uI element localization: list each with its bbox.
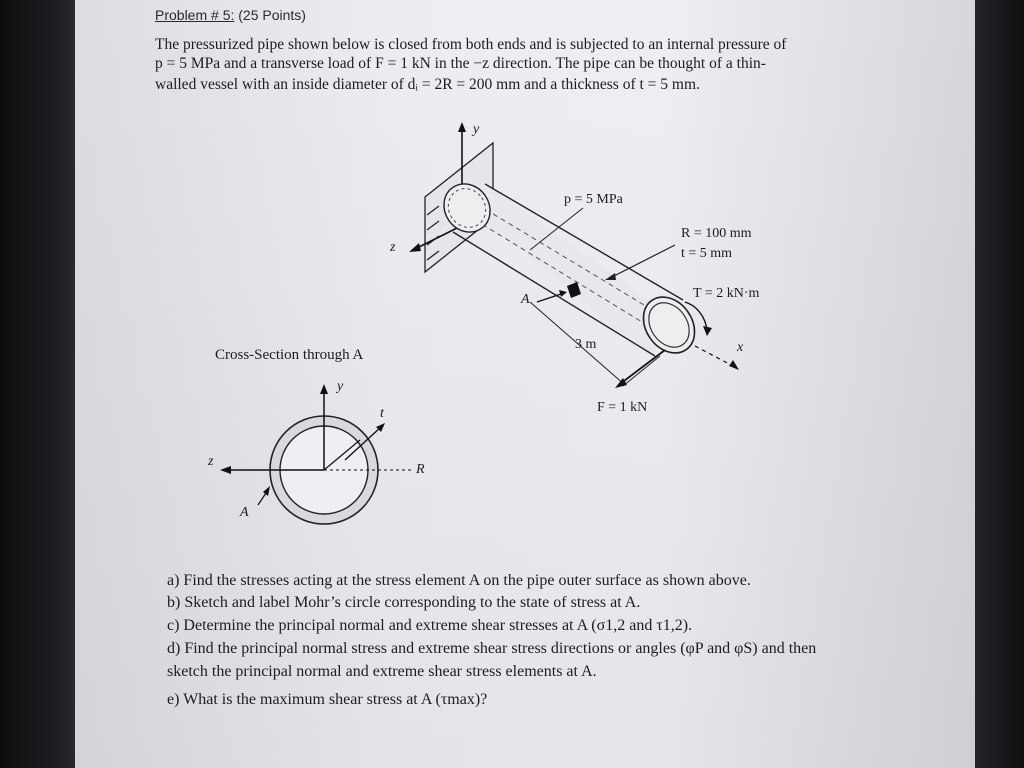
statement-line-3: walled vessel with an inside diameter of dᵢ = 2R = 200 mm and a thickness of t = 5 mm. xyxy=(155,76,700,93)
problem-label: Problem # 5: xyxy=(155,7,235,23)
cs-label-t: t xyxy=(380,406,384,421)
question-b: b) Sketch and label Mohr’s circle corresponding to the state of stress at A. xyxy=(167,594,641,611)
label-radius: R = 100 mm xyxy=(681,226,752,241)
label-torque: T = 2 kN·m xyxy=(693,286,760,301)
torque-arrow-icon xyxy=(703,326,712,336)
a-pointer-arrow-icon xyxy=(559,290,567,297)
monitor-bezel-right xyxy=(974,0,1024,768)
radius-leader xyxy=(610,245,675,278)
label-point-a: A xyxy=(521,292,530,307)
x-axis-line xyxy=(695,346,733,366)
question-d-line-1: d) Find the principal normal stress and extreme shear stress directions or angles (φP and φS) and then xyxy=(167,640,817,657)
question-c: c) Determine the principal normal and extreme shear stresses at A (σ1,2 and τ1,2). xyxy=(167,617,693,634)
label-length: 3 m xyxy=(575,337,597,352)
label-pressure: p = 5 MPa xyxy=(564,192,623,207)
cross-section-title: Cross-Section through A xyxy=(215,347,364,363)
cross-section-diagram xyxy=(220,384,413,524)
z-axis-arrow-icon xyxy=(409,243,421,252)
label-thickness: t = 5 mm xyxy=(681,246,733,261)
document-page xyxy=(75,0,975,768)
monitor-bezel-left xyxy=(0,0,75,768)
cs-label-r: R xyxy=(416,462,425,477)
length-dim-tick xyxy=(623,356,660,386)
label-axis-y: y xyxy=(473,122,480,137)
y-axis-arrow-icon xyxy=(458,122,466,132)
cs-label-a: A xyxy=(240,505,249,520)
label-force: F = 1 kN xyxy=(597,400,648,415)
problem-points: (25 Points) xyxy=(238,7,306,23)
cs-label-y: y xyxy=(337,379,344,394)
question-a: a) Find the stresses acting at the stress element A on the pipe outer surface as shown above. xyxy=(167,572,751,589)
cs-label-z: z xyxy=(208,454,214,469)
question-d-line-2: sketch the principal normal and extreme shear stress elements at A. xyxy=(167,663,597,680)
force-line xyxy=(620,350,665,384)
question-e: e) What is the maximum shear stress at A (τmax)? xyxy=(167,691,488,708)
x-axis-arrow-icon xyxy=(729,360,739,370)
statement-line-1: The pressurized pipe shown below is closed from both ends and is subjected to an internal pressure of xyxy=(155,36,787,53)
label-axis-x: x xyxy=(737,340,744,355)
pipe-figure xyxy=(75,0,975,560)
statement-line-2: p = 5 MPa and a transverse load of F = 1 kN in the −z direction. The pipe can be thought of a thin- xyxy=(155,55,766,72)
label-axis-z: z xyxy=(390,240,396,255)
